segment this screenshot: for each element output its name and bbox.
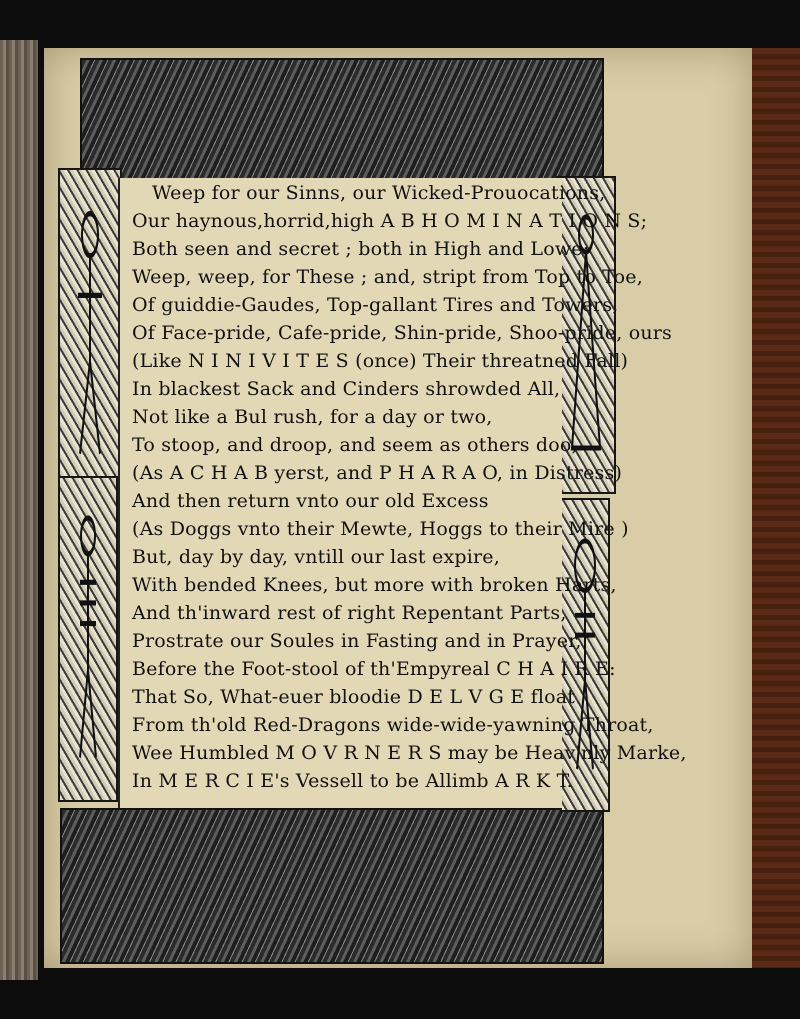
poem-line: Wee Humbled M O V R N E R S may be Heav'nly Marke, <box>132 742 687 764</box>
poem-line: With bended Knees, but more with broken Harts, <box>132 574 617 596</box>
poem-line: Not like a Bul rush, for a day or two, <box>132 406 493 428</box>
poem-line: And th'inward rest of right Repentant Parts, <box>132 602 567 624</box>
figure-icon <box>70 203 110 467</box>
poem-line: Weep for our Sinns, our Wicked-Prouocations, <box>152 182 606 204</box>
engraved-figure-panel-right-bottom <box>560 498 610 812</box>
poem-line: (As Doggs vnto their Mewte, Hoggs to their Mire ) <box>132 518 629 540</box>
poem-line: Both seen and secret ; both in High and Lowe: <box>132 238 590 260</box>
poem-text-block <box>118 178 687 808</box>
poem-line: In M E R C I E's Vessell to be Allimb A R K T. <box>132 770 573 792</box>
poem-line: Before the Foot-stool of th'Empyreal C H A I R E: <box>132 658 616 680</box>
poem-line: From th'old Red-Dragons wide-wide-yawning Throat, <box>132 714 654 736</box>
skeleton-figure-icon <box>68 510 108 768</box>
book-cover-edge <box>752 48 800 968</box>
poem-line: In blackest Sack and Cinders shrowded All, <box>132 378 561 400</box>
poem-line: That So, What-euer bloodie D E L V G E float <box>132 686 576 708</box>
poem-line: Of Face-pride, Cafe-pride, Shin-pride, Shoo-pride, ours <box>132 322 673 344</box>
poem-line: (As A C H A B yerst, and P H A R A O, in Distress) <box>132 462 623 484</box>
poem-line: Weep, weep, for These ; and, stript from Top to Toe, <box>132 266 643 288</box>
poem-line: But, day by day, vntill our last expire, <box>132 546 500 568</box>
book-spine <box>0 40 38 980</box>
poem-line: Our haynous,horrid,high A B H O M I N A T I O N S; <box>132 210 648 232</box>
poem-line: To stoop, and droop, and seem as others doo, <box>132 434 578 456</box>
poem-line: And then return vnto our old Excess <box>132 490 489 512</box>
engraved-border-top <box>80 58 604 180</box>
poem-line: Of guiddie-Gaudes, Top-gallant Tires and Towers, <box>132 294 619 316</box>
poem-line: (Like N I N I V I T E S (once) Their threatned Fall) <box>132 350 629 372</box>
engraved-figure-panel-left-bottom <box>58 476 118 802</box>
engraved-figure-panel-left-top <box>58 168 122 502</box>
engraved-border-bottom <box>60 808 604 964</box>
poem-line: Prostrate our Soules in Fasting and in Prayer, <box>132 630 582 652</box>
